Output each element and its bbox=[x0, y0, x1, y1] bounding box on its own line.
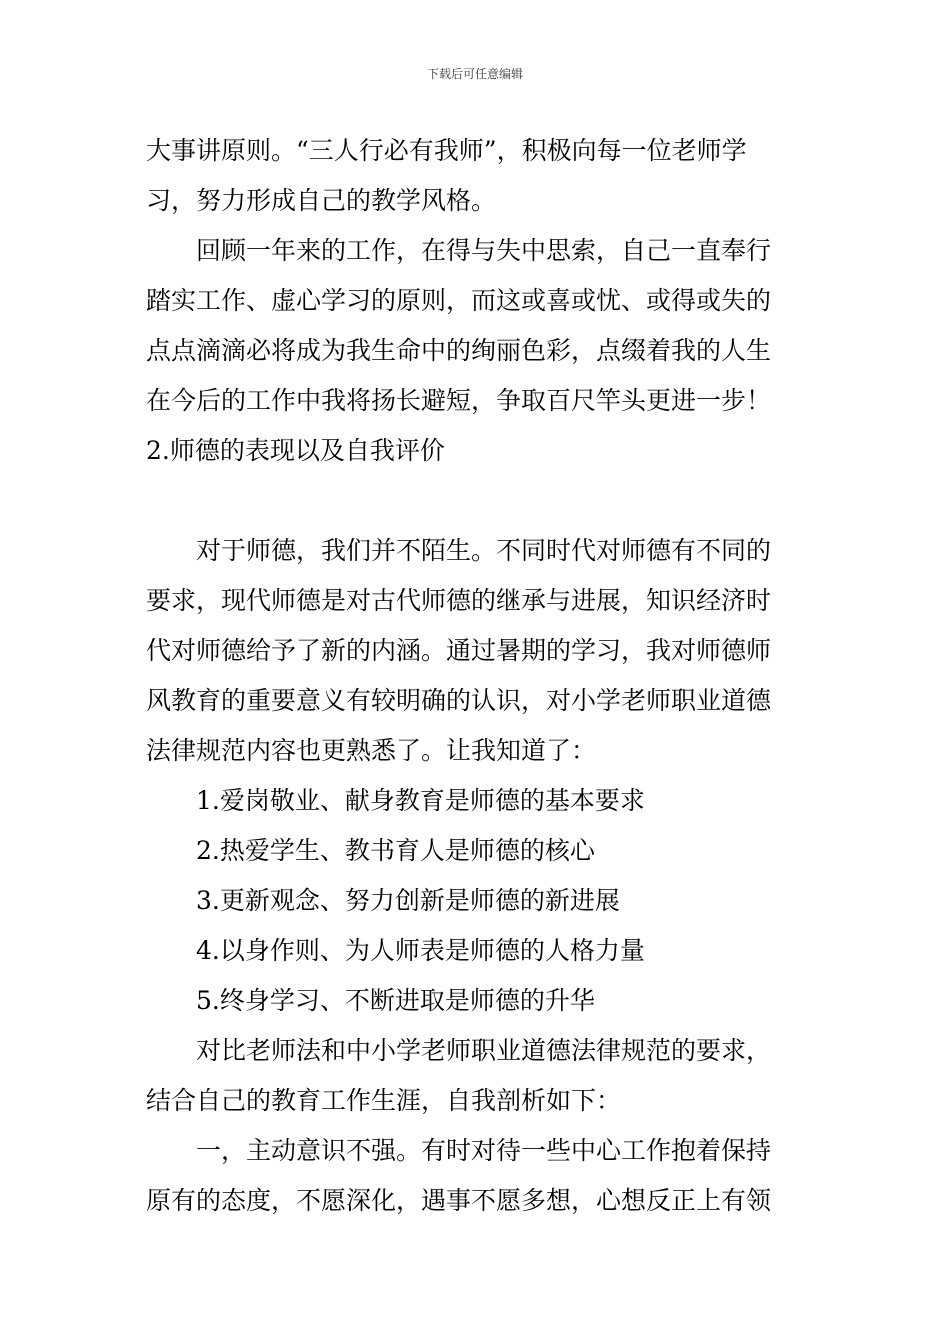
page-header: 下载后可任意编辑 bbox=[426, 67, 523, 81]
paragraph-line: 点点滴滴必将成为我生命中的绚丽色彩，点缀着我的人生 bbox=[146, 336, 772, 365]
paragraph-line: 大事讲原则。“三人行必有我师”，积极向每一位老师学 bbox=[146, 136, 747, 165]
list-item: 5.终身学习、不断进取是师德的升华 bbox=[196, 986, 595, 1015]
paragraph-line: 对于师德，我们并不陌生。不同时代对师德有不同的 bbox=[196, 536, 772, 565]
paragraph-line: 风教育的重要意义有较明确的认识，对小学老师职业道德 bbox=[146, 686, 772, 715]
paragraph-line: 代对师德给予了新的内涵。通过暑期的学习，我对师德师 bbox=[146, 636, 772, 665]
paragraph-line: 回顾一年来的工作，在得与失中思索，自己一直奉行 bbox=[196, 236, 772, 265]
paragraph-line: 一，主动意识不强。有时对待一些中心工作抱着保持 bbox=[196, 1136, 772, 1165]
paragraph-line: 原有的态度，不愿深化，遇事不愿多想，心想反正上有领 bbox=[146, 1186, 772, 1215]
paragraph-line: 法律规范内容也更熟悉了。让我知道了： bbox=[146, 736, 597, 765]
paragraph-line: 习，努力形成自己的教学风格。 bbox=[146, 186, 497, 215]
list-item: 3.更新观念、努力创新是师德的新进展 bbox=[196, 886, 620, 915]
document-body bbox=[146, 126, 811, 1226]
list-item: 1.爱岗敬业、献身教育是师德的基本要求 bbox=[196, 786, 645, 815]
paragraph-line: 在今后的工作中我将扬长避短，争取百尺竿头更进一步！ bbox=[146, 386, 772, 415]
list-item: 4.以身作则、为人师表是师德的人格力量 bbox=[196, 936, 645, 965]
blank-line bbox=[146, 476, 811, 526]
paragraph-line: 对比老师法和中小学老师职业道德法律规范的要求， bbox=[196, 1036, 772, 1065]
section-title: 2.师德的表现以及自我评价 bbox=[146, 436, 445, 465]
paragraph-line: 要求，现代师德是对古代师德的继承与进展，知识经济时 bbox=[146, 586, 772, 615]
list-item: 2.热爱学生、教书育人是师德的核心 bbox=[196, 836, 595, 865]
paragraph-line: 结合自己的教育工作生涯，自我剖析如下： bbox=[146, 1086, 622, 1115]
paragraph-line: 踏实工作、虚心学习的原则，而这或喜或忧、或得或失的 bbox=[146, 286, 772, 315]
